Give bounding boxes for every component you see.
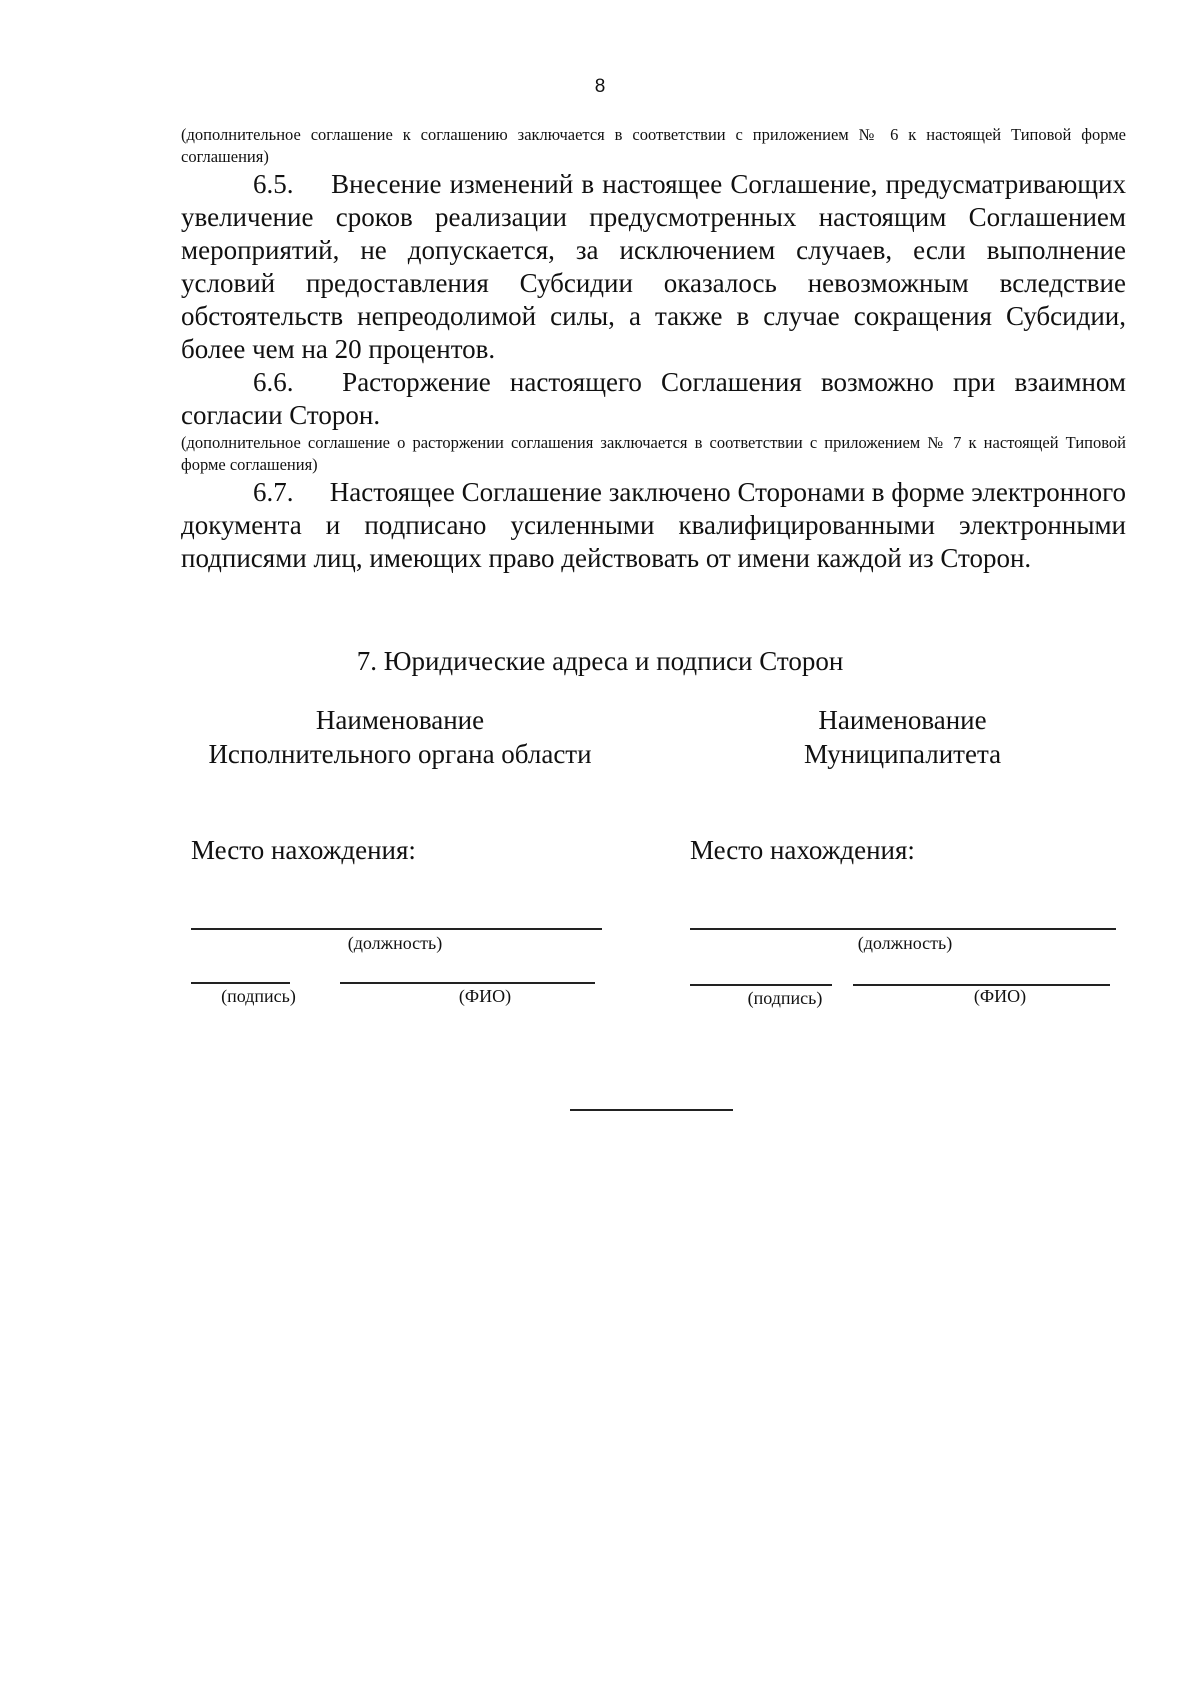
paragraph-6-5 — [181, 168, 1126, 366]
left-fio-caption: (ФИО) — [458, 986, 512, 1006]
paragraph-text: Настоящее Соглашение заключено Сторонами в форме электронного документа и подписано усиленными квалифицированными электронными подписями лиц, имеющих право действовать от имени каждой из Сторон. — [181, 477, 1127, 573]
note-6-4: (дополнительное соглашение к соглашению заключается в соответствии с приложением № 6 к настоящей Типовой форме соглашения) — [181, 125, 1126, 166]
right-party-name-line2: Муниципалитета — [803, 739, 1002, 769]
left-position-line — [191, 928, 602, 930]
right-party-name-line1: Наименование — [818, 705, 987, 735]
right-signature-line — [690, 984, 832, 986]
left-party-name-line2: Исполнительного органа области — [208, 739, 592, 769]
paragraph-text: Расторжение настоящего Соглашения возможно при взаимном согласии Сторон. — [181, 367, 1127, 430]
right-signature-caption: (подпись) — [747, 988, 823, 1008]
left-fio-line — [340, 982, 595, 984]
document-body — [181, 124, 1126, 575]
left-position-caption: (должность) — [347, 933, 443, 953]
right-location-label: Место нахождения: — [690, 835, 915, 865]
paragraph-number: 6.5. — [253, 169, 294, 199]
paragraph-text: Внесение изменений в настоящее Соглашение, предусматривающих увеличение сроков реализации предусмотренных настоящим Соглашением мероприятий, не допускается, за исключением случаев, если выполнение условий предоставления Субсидии оказалось невозможным вследствие обстоятельств непреодолимой силы, а также в случае сокращения Субсидии, более чем на 20 процентов. — [181, 169, 1126, 364]
paragraph-6-6 — [181, 366, 1126, 432]
left-signature-line — [191, 982, 290, 984]
end-divider — [570, 1109, 733, 1111]
paragraph-number: 6.6. — [253, 367, 294, 397]
right-position-caption: (должность) — [857, 933, 953, 953]
right-position-line — [690, 928, 1116, 930]
paragraph-number: 6.7. — [253, 477, 294, 507]
section-7-title: 7. Юридические адреса и подписи Сторон — [356, 646, 844, 676]
left-signature-caption: (подпись) — [221, 986, 296, 1006]
left-party-name — [180, 703, 620, 771]
right-party-name — [750, 703, 1055, 771]
left-location-label: Место нахождения: — [191, 835, 416, 865]
note-6-6: (дополнительное соглашение о расторжении соглашения заключается в соответствии с приложением № 7 к настоящей Типовой форме соглашения) — [181, 433, 1126, 474]
page-number: 8 — [594, 76, 606, 97]
left-party-name-line1: Наименование — [315, 705, 485, 735]
paragraph-6-7 — [181, 476, 1126, 575]
right-fio-caption: (ФИО) — [973, 986, 1027, 1006]
